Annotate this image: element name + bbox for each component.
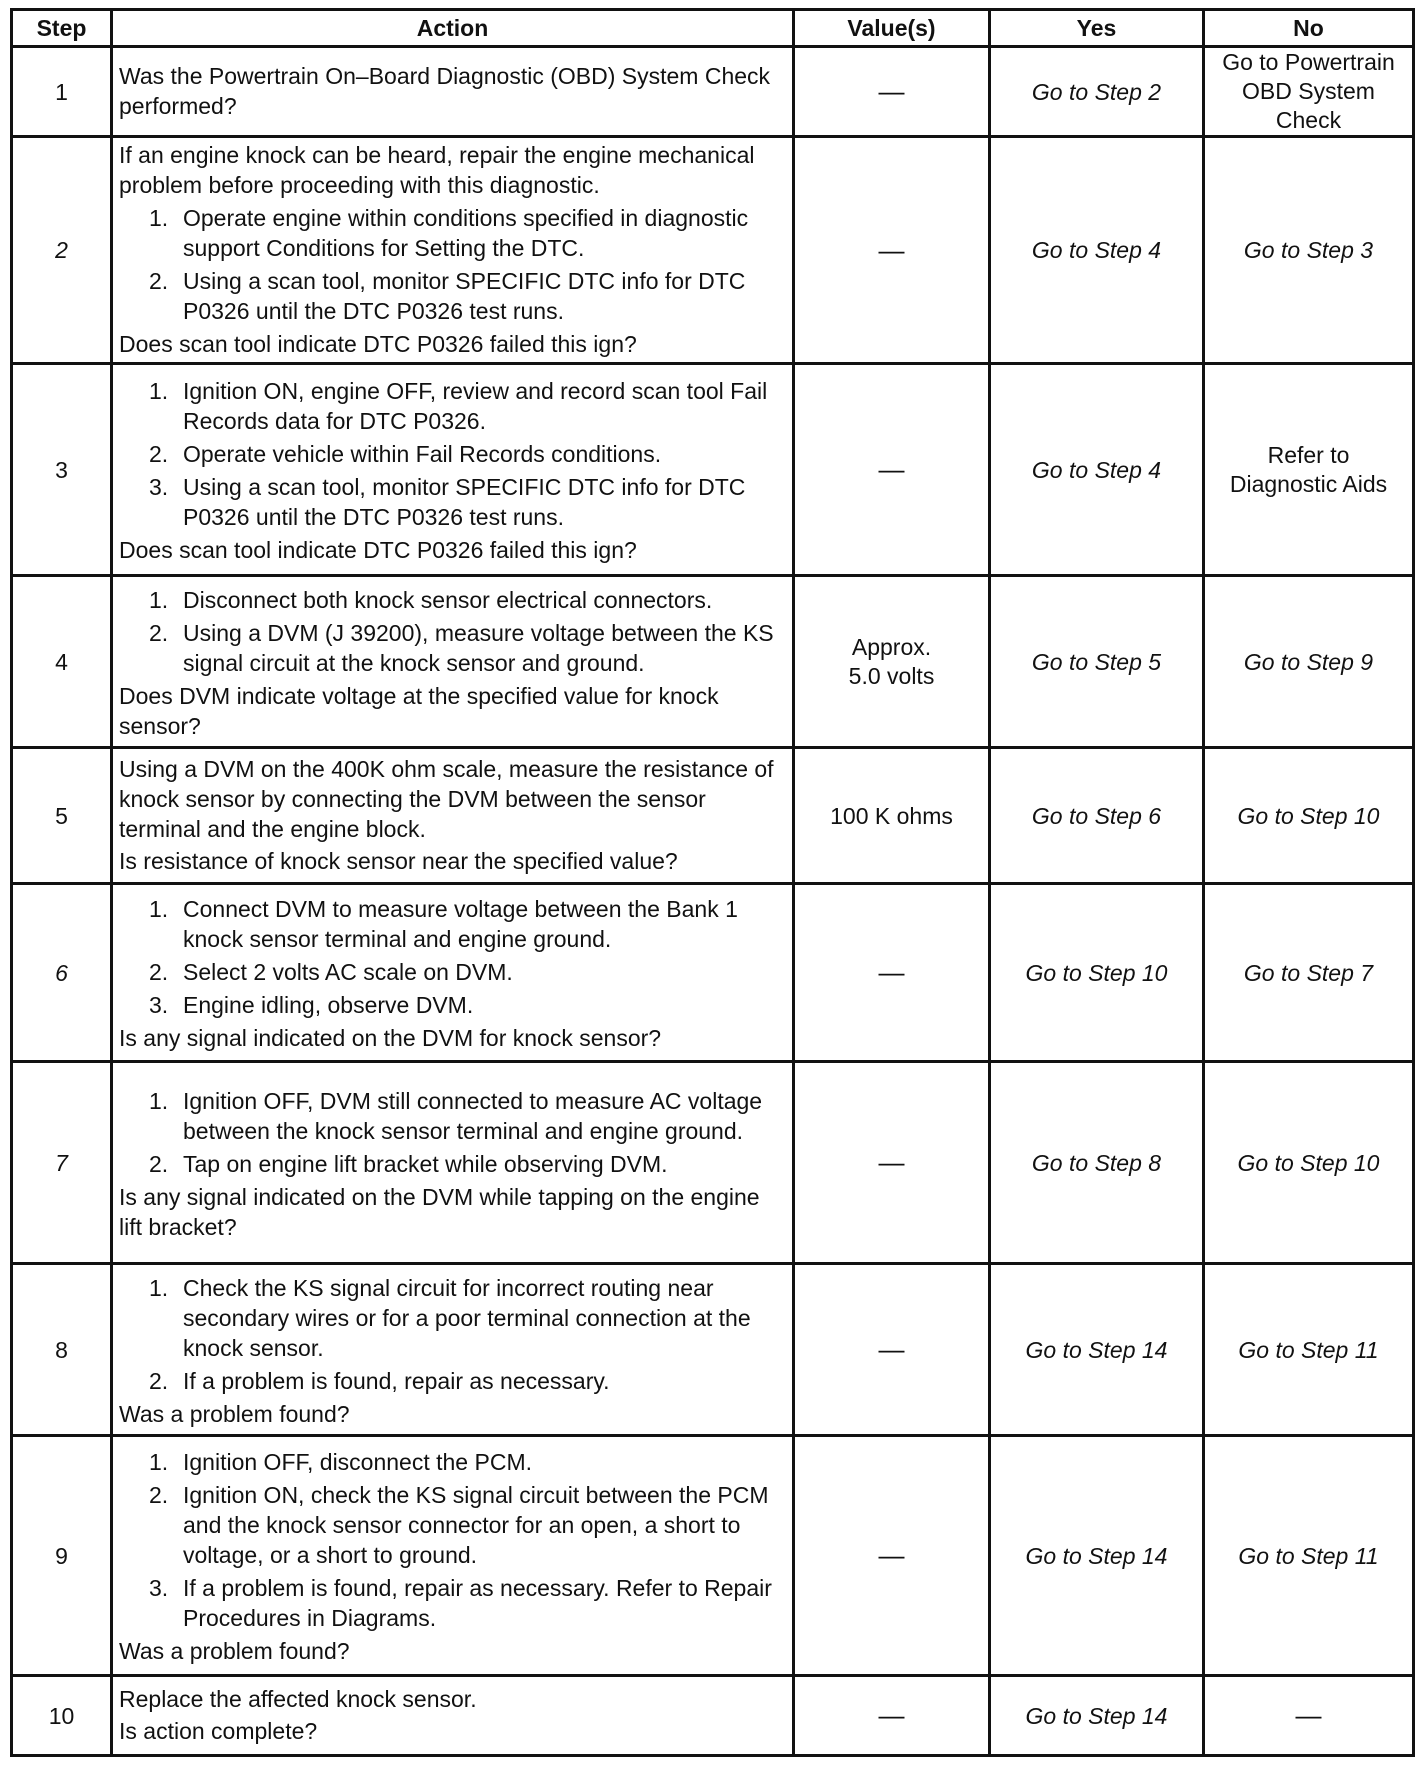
no-cell: Go to Step 11: [1204, 1264, 1414, 1436]
step-number: 8: [12, 1264, 112, 1436]
action-cell: [112, 1062, 794, 1264]
action-cell: [112, 137, 794, 364]
action-cell: [112, 364, 794, 576]
action-step: 2. If a problem is found, repair as necessary.: [149, 1367, 610, 1394]
header-values: Value(s): [794, 10, 990, 47]
table-row: [12, 1436, 1414, 1676]
table-row: [12, 1264, 1414, 1436]
value-cell: —: [794, 137, 990, 364]
value-cell: —: [794, 364, 990, 576]
step-number: 6: [12, 884, 112, 1062]
action-step: 3. If a problem is found, repair as necessary. Refer to Repair Procedures in Diagrams.: [149, 1575, 772, 1631]
action-step: 2. Tap on engine lift bracket while observing DVM.: [149, 1150, 668, 1177]
action-step: 3. Engine idling, observe DVM.: [149, 992, 474, 1018]
table-row: [12, 576, 1414, 748]
yes-cell: Go to Step 14: [990, 1436, 1204, 1676]
action-step: 1. Ignition ON, engine OFF, review and record scan tool Fail Records data for DTC P0326.: [149, 378, 768, 434]
step-number: 3: [12, 364, 112, 576]
no-cell: Go to Step 3: [1204, 137, 1414, 364]
step-number: 7: [12, 1062, 112, 1264]
action-cell: [112, 47, 794, 137]
action-cell: [112, 1436, 794, 1676]
table-row: [12, 748, 1414, 884]
action-step: 2. Select 2 volts AC scale on DVM.: [149, 959, 513, 985]
action-question: Does scan tool indicate DTC P0326 failed this ign?: [119, 537, 637, 563]
value-cell: —: [794, 47, 990, 137]
header-no: No: [1204, 10, 1414, 47]
action-cell: [112, 576, 794, 748]
action-text: If an engine knock can be heard, repair the engine mechanical problem before proceeding with this diagnostic.: [119, 142, 755, 198]
step-number: 2: [12, 137, 112, 364]
action-step: 3. Using a scan tool, monitor SPECIFIC DTC info for DTC P0326 until the DTC P0326 test runs.: [149, 474, 746, 530]
action-step: 1. Check the KS signal circuit for incorrect routing near secondary wires or for a poor terminal connection at the knock sensor.: [149, 1274, 751, 1361]
no-cell: —: [1204, 1676, 1414, 1756]
yes-cell: Go to Step 10: [990, 884, 1204, 1062]
value-cell: 100 K ohms: [794, 748, 990, 884]
yes-cell: Go to Step 14: [990, 1676, 1204, 1756]
yes-cell: Go to Step 4: [990, 137, 1204, 364]
yes-cell: Go to Step 2: [990, 47, 1204, 137]
table-row: [12, 884, 1414, 1062]
header-yes: Yes: [990, 10, 1204, 47]
no-cell: Go to Step 10: [1204, 1062, 1414, 1264]
step-number: 1: [12, 47, 112, 137]
step-number: 4: [12, 576, 112, 748]
value-cell: —: [794, 1264, 990, 1436]
action-question: Is action complete?: [119, 1718, 318, 1744]
no-cell: Refer to Diagnostic Aids: [1204, 364, 1414, 576]
action-step: 1. Operate engine within conditions specified in diagnostic support Conditions for Setting the DTC.: [149, 205, 749, 261]
value-cell: Approx. 5.0 volts: [794, 576, 990, 748]
step-number: 5: [12, 748, 112, 884]
step-number: 9: [12, 1436, 112, 1676]
action-cell: [112, 884, 794, 1062]
step-number: 10: [12, 1676, 112, 1756]
diagnostic-table: [10, 8, 1415, 1757]
action-question: Does scan tool indicate DTC P0326 failed this ign?: [119, 331, 637, 357]
action-question: Is any signal indicated on the DVM for knock sensor?: [119, 1025, 662, 1051]
action-question: Does DVM indicate voltage at the specified value for knock sensor?: [119, 682, 719, 739]
value-cell: —: [794, 884, 990, 1062]
action-step: 1. Ignition OFF, disconnect the PCM.: [149, 1449, 532, 1475]
value-cell: —: [794, 1062, 990, 1264]
no-cell: Go to Powertrain OBD System Check: [1204, 47, 1414, 137]
action-text: Was the Powertrain On–Board Diagnostic (OBD) System Check performed?: [119, 63, 771, 119]
table-row: [12, 364, 1414, 576]
action-step: 2. Using a DVM (J 39200), measure voltage between the KS signal circuit at the knock sensor and ground.: [149, 619, 774, 676]
action-cell: [112, 748, 794, 884]
header-row: [12, 10, 1414, 47]
action-step: 1. Connect DVM to measure voltage between the Bank 1 knock sensor terminal and engine ground.: [149, 896, 738, 952]
action-question: Was a problem found?: [119, 1400, 350, 1427]
yes-cell: Go to Step 14: [990, 1264, 1204, 1436]
action-step: 2. Ignition ON, check the KS signal circuit between the PCM and the knock sensor connector for an open, a short to voltage, or a short to ground.: [149, 1482, 769, 1568]
action-step: 2. Using a scan tool, monitor SPECIFIC DTC info for DTC P0326 until the DTC P0326 test runs.: [149, 268, 746, 324]
value-cell: —: [794, 1436, 990, 1676]
action-step: 1. Disconnect both knock sensor electrical connectors.: [149, 586, 713, 613]
yes-cell: Go to Step 4: [990, 364, 1204, 576]
no-cell: Go to Step 7: [1204, 884, 1414, 1062]
table-row: [12, 1676, 1414, 1756]
action-question: Was a problem found?: [119, 1638, 350, 1664]
action-cell: [112, 1676, 794, 1756]
no-cell: Go to Step 10: [1204, 748, 1414, 884]
yes-cell: Go to Step 8: [990, 1062, 1204, 1264]
table-row: [12, 137, 1414, 364]
action-step: 2. Operate vehicle within Fail Records conditions.: [149, 441, 662, 467]
yes-cell: Go to Step 5: [990, 576, 1204, 748]
yes-cell: Go to Step 6: [990, 748, 1204, 884]
header-step: Step: [12, 10, 112, 47]
action-question: Is resistance of knock sensor near the specified value?: [119, 848, 678, 874]
action-cell: [112, 1264, 794, 1436]
action-text: Using a DVM on the 400K ohm scale, measure the resistance of knock sensor by connecting the DVM between the sensor terminal and the engine block.: [119, 756, 774, 842]
table-row: [12, 47, 1414, 137]
table-row: [12, 1062, 1414, 1264]
action-question: Is any signal indicated on the DVM while tapping on the engine lift bracket?: [119, 1183, 760, 1240]
action-step: 1. Ignition OFF, DVM still connected to measure AC voltage between the knock sensor terminal and engine ground.: [149, 1087, 763, 1144]
action-text: Replace the affected knock sensor.: [119, 1686, 477, 1712]
no-cell: Go to Step 9: [1204, 576, 1414, 748]
value-cell: —: [794, 1676, 990, 1756]
no-cell: Go to Step 11: [1204, 1436, 1414, 1676]
header-action: Action: [112, 10, 794, 47]
